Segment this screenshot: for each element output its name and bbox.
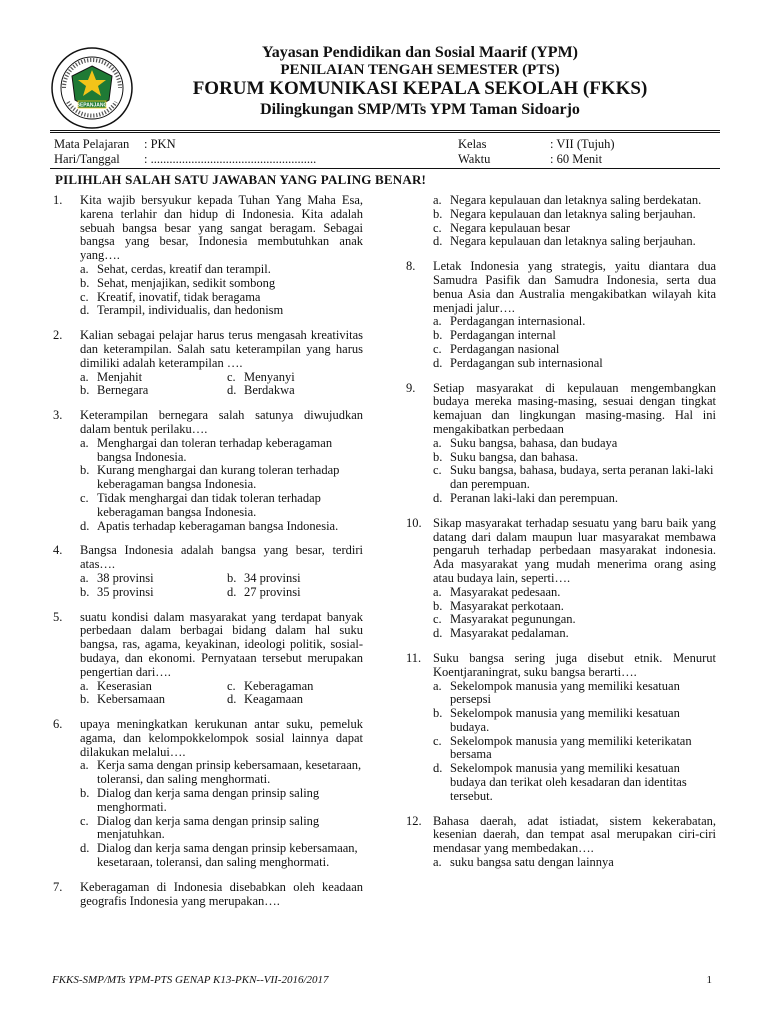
date-label: Hari/Tanggal <box>54 152 120 166</box>
answer-option <box>80 572 227 586</box>
option-letter: b. <box>433 598 443 613</box>
option-letter: d. <box>80 303 90 318</box>
foundation-name: Yayasan Pendidikan dan Sosial Maarif (YPM) <box>261 44 579 61</box>
option-letter: c. <box>433 341 442 356</box>
option-letter: d. <box>227 584 237 599</box>
option-letter: d. <box>433 355 443 370</box>
option-text: Sekelompok manusia yang memiliki keterikatan bersama <box>450 733 692 762</box>
option-letter: b. <box>80 383 90 398</box>
class-label: Kelas <box>458 137 487 151</box>
option-text: Perdagangan internasional. <box>450 314 586 329</box>
options-list <box>433 437 716 506</box>
option-text: Terampil, individualis, dan hedonism <box>97 303 284 318</box>
question-stem: upaya meningkatkan kerukunan antar suku, pemeluk agama, dan kelompokkelompok sosial lainnya dapat dilakukan melalui…. <box>80 717 363 759</box>
option-text: Kurang menghargai dan kurang toleran terhadap keberagaman bangsa Indonesia. <box>97 463 340 492</box>
answer-option <box>80 464 363 492</box>
question-number: 8. <box>406 259 416 274</box>
answer-option <box>433 707 716 735</box>
option-letter: a. <box>80 758 89 773</box>
answer-option <box>433 627 716 641</box>
option-letter: b. <box>80 786 90 801</box>
question-number: 7. <box>53 879 63 894</box>
instruction: PILIHLAH SALAH SATU JAWABAN YANG PALING BENAR! <box>55 172 427 187</box>
option-text: Menyanyi <box>244 369 295 384</box>
class-value: : VII (Tujuh) <box>550 137 615 151</box>
answer-option <box>80 371 227 385</box>
answer-option <box>80 759 363 787</box>
footer <box>52 974 720 986</box>
option-text: Kerja sama dengan prinsip kebersamaan, kesetaraan, toleransi, dan saling menghormati. <box>97 758 362 787</box>
option-letter: b. <box>227 570 237 585</box>
subject-label: Mata Pelajaran <box>54 137 130 151</box>
option-text: Dialog dan kerja sama dengan prinsip kebersamaan, kesetaraan, toleransi, dan saling menghormati. <box>97 841 358 870</box>
option-text: Kreatif, inovatif, tidak beragama <box>97 289 261 304</box>
option-letter: c. <box>227 369 236 384</box>
header-divider <box>50 130 720 131</box>
answer-option <box>80 263 363 277</box>
answer-option <box>433 856 716 870</box>
answer-option <box>433 464 716 492</box>
options-list <box>433 586 716 641</box>
option-text: Perdagangan sub internasional <box>450 355 603 370</box>
option-letter: c. <box>80 289 89 304</box>
school-logo <box>50 46 134 130</box>
option-text: Negara kepulauan dan letaknya saling berdekatan. <box>450 193 702 207</box>
option-letter: a. <box>80 261 89 276</box>
option-text: Suku bangsa, bahasa, dan budaya <box>450 435 618 450</box>
option-letter: c. <box>80 813 89 828</box>
option-text: Masyarakat perkotaan. <box>450 598 564 613</box>
options-list <box>433 194 716 249</box>
question-9 <box>406 382 716 506</box>
option-letter: d. <box>80 841 90 856</box>
footer-code: FKKS-SMP/MTs YPM-PTS GENAP K13-PKN--VII-2016/2017 <box>52 974 329 986</box>
option-letter: d. <box>227 692 237 707</box>
info-divider <box>50 168 720 169</box>
exam-title: PENILAIAN TENGAH SEMESTER (PTS) <box>280 62 560 78</box>
option-text: Suku bangsa, dan bahasa. <box>450 449 579 464</box>
answer-option <box>80 291 363 305</box>
time-value: : 60 Menit <box>550 152 603 166</box>
option-letter: d. <box>433 626 443 641</box>
question-number: 3. <box>53 408 63 423</box>
answer-option <box>433 680 716 708</box>
answer-option <box>80 384 227 398</box>
answer-option <box>433 329 716 343</box>
option-letter: d. <box>433 490 443 505</box>
answer-option <box>80 492 363 520</box>
option-text: Negara kepulauan besar <box>450 220 571 235</box>
answer-option <box>80 693 227 707</box>
option-text: Perdagangan internal <box>450 328 556 343</box>
answer-option <box>80 815 363 843</box>
option-letter: b. <box>80 692 90 707</box>
question-number: 4. <box>53 543 63 558</box>
option-text: Dialog dan kerja sama dengan prinsip saling menjatuhkan. <box>97 813 320 842</box>
option-letter: b. <box>433 206 443 221</box>
question-number: 2. <box>53 328 63 343</box>
answer-option <box>80 680 227 694</box>
answer-option <box>227 371 377 385</box>
option-letter: a. <box>433 435 442 450</box>
options-list <box>80 371 363 399</box>
answer-option <box>433 235 716 249</box>
answer-option <box>433 762 716 803</box>
answer-option <box>227 572 377 586</box>
options-list <box>433 680 716 804</box>
question-10 <box>406 517 716 641</box>
page-number: 1 <box>706 974 712 986</box>
logo-text: SEPANJANG <box>76 102 108 109</box>
question-12 <box>406 815 716 870</box>
option-letter: a. <box>80 570 89 585</box>
question-3 <box>53 409 363 533</box>
option-text: Keagamaan <box>244 692 303 707</box>
option-text: Menghargai dan toleran terhadap keberagaman bangsa Indonesia. <box>97 435 333 464</box>
date-value: : ..................................................... <box>144 152 317 166</box>
options-list <box>80 263 363 318</box>
option-letter: a. <box>433 584 442 599</box>
answer-option <box>433 492 716 506</box>
option-text: 27 provinsi <box>244 584 301 599</box>
answer-option <box>80 520 363 534</box>
question-7 <box>53 881 363 909</box>
answer-option <box>433 222 716 236</box>
left-column <box>53 194 363 919</box>
answer-option <box>433 343 716 357</box>
right-column <box>406 194 716 881</box>
region-name: Dilingkungan SMP/MTs YPM Taman Sidoarjo <box>260 101 580 118</box>
question-number: 9. <box>406 380 416 395</box>
question-stem: Keberagaman di Indonesia disebabkan oleh keadaan geografis Indonesia yang merupakan…. <box>80 879 363 908</box>
answer-option <box>227 384 377 398</box>
question-11 <box>406 652 716 804</box>
option-text: Suku bangsa, bahasa, budaya, serta peranan laki-laki dan perempuan. <box>450 463 714 492</box>
option-letter: c. <box>433 220 442 235</box>
option-text: Menjahit <box>97 369 143 384</box>
option-letter: b. <box>433 706 443 721</box>
option-letter: d. <box>227 383 237 398</box>
question-stem: Kita wajib bersyukur kepada Tuhan Yang Maha Esa, karena terlahir dan hidup di Indonesia. Kita adalah sebuah bangsa besar yang sangat beragam. Sebagai bangsa yang besar, Indonesia membutuhkan anak yang…. <box>80 193 363 263</box>
option-text: Apatis terhadap keberagaman bangsa Indonesia. <box>97 518 339 533</box>
option-text: Peranan laki-laki dan perempuan. <box>450 490 618 505</box>
option-text: Perdagangan nasional <box>450 341 560 356</box>
option-text: 35 provinsi <box>97 584 154 599</box>
option-text: 38 provinsi <box>97 570 154 585</box>
option-text: Bernegara <box>97 383 149 398</box>
option-text: suku bangsa satu dengan lainnya <box>450 855 614 870</box>
option-text: Keberagaman <box>244 678 314 693</box>
option-letter: b. <box>80 584 90 599</box>
option-letter: b. <box>80 275 90 290</box>
option-text: Sekelompok manusia yang memiliki kesatuan persepsi <box>450 678 680 707</box>
option-letter: a. <box>433 678 442 693</box>
option-text: Masyarakat pegunungan. <box>450 612 576 627</box>
question-number: 1. <box>53 193 63 207</box>
option-text: Sekelompok manusia yang memiliki kesatuan budaya. <box>450 706 680 734</box>
option-text: Keserasian <box>97 678 152 693</box>
answer-option <box>227 693 377 707</box>
options-list <box>80 680 363 708</box>
answer-option <box>80 586 227 600</box>
answer-option <box>80 304 363 318</box>
question-stem: suatu kondisi dalam masyarakat yang terdapat banyak perbedaan dalam berbagai bidang dalam hal suku bangsa, ras, agama, keyakinan, ideologi politik, sosial-budaya, dan ekonomi. Pernyataan tersebut merupakan pengertian dari…. <box>80 609 363 679</box>
option-letter: a. <box>433 855 442 870</box>
answer-option <box>433 194 716 208</box>
question-7-options <box>406 194 716 249</box>
question-stem: Kalian sebagai pelajar harus terus mengasah kreativitas dan keterampilan. Salah satu keterampilan yang harus dimiliki adalah keterampilan …. <box>80 328 363 370</box>
option-letter: c. <box>433 733 442 748</box>
answer-option <box>433 451 716 465</box>
answer-option <box>433 735 716 763</box>
options-list <box>433 856 716 870</box>
option-letter: a. <box>80 435 89 450</box>
question-stem: Sikap masyarakat terhadap sesuatu yang baru baik yang datang dari dalam maupun luar masyarakat membawa pengaruh terhadap perbedaan masyarakat indonesia. Ada masyarakat yang mudah menerima orang asing atau budaya lain, seperti…. <box>433 515 716 585</box>
options-list <box>80 437 363 534</box>
question-2 <box>53 329 363 398</box>
question-1 <box>53 194 363 318</box>
option-letter: c. <box>227 678 236 693</box>
option-letter: d. <box>433 234 443 249</box>
question-stem: Bangsa Indonesia adalah bangsa yang besar, terdiri atas…. <box>80 543 363 572</box>
question-number: 12. <box>406 813 422 828</box>
question-4 <box>53 544 363 599</box>
option-text: Masyarakat pedalaman. <box>450 626 569 641</box>
answer-option <box>80 787 363 815</box>
option-letter: c. <box>80 490 89 505</box>
option-text: Negara kepulauan dan letaknya saling berjauhan. <box>450 234 696 249</box>
option-letter: a. <box>80 369 89 384</box>
question-stem: Suku bangsa sering juga disebut etnik. Menurut Koentjaraningrat, suku bangsa berarti…. <box>433 650 716 679</box>
answer-option <box>80 842 363 870</box>
header-text <box>150 44 690 119</box>
options-list <box>433 315 716 370</box>
option-letter: c. <box>433 612 442 627</box>
option-letter: d. <box>80 518 90 533</box>
option-text: Sekelompok manusia yang memiliki kesatuan budaya dan terikat oleh kesadaran dan identitas tersebut. <box>450 761 687 803</box>
option-letter: b. <box>433 328 443 343</box>
forum-name: FORUM KOMUNIKASI KEPALA SEKOLAH (FKKS) <box>192 78 648 99</box>
question-stem: Keterampilan bernegara salah satunya diwujudkan dalam bentuk perilaku…. <box>80 408 363 436</box>
option-text: Sehat, menjajikan, sedikit sombong <box>97 275 276 290</box>
answer-option <box>433 613 716 627</box>
question-8 <box>406 260 716 370</box>
exam-info-left <box>54 137 316 167</box>
answer-option <box>433 600 716 614</box>
question-stem: Letak Indonesia yang strategis, yaitu diantara dua Samudra Pasifik dan Samudra Indonesia, serta dua benua Asia dan Australia mengakibatkan wilayah kita menjadi jalur…. <box>433 259 716 315</box>
subject-value: : PKN <box>144 137 176 151</box>
answer-option <box>433 357 716 371</box>
answer-option <box>433 586 716 600</box>
option-text: Tidak menghargai dan tidak toleran terhadap keberagaman bangsa Indonesia. <box>97 490 321 519</box>
answer-option <box>433 315 716 329</box>
question-number: 6. <box>53 717 63 732</box>
exam-header <box>0 0 768 128</box>
time-label: Waktu <box>458 152 491 166</box>
header-divider-2 <box>50 132 720 133</box>
option-text: 34 provinsi <box>244 570 301 585</box>
option-letter: b. <box>433 449 443 464</box>
option-letter: d. <box>433 761 443 776</box>
question-stem: Bahasa daerah, adat istiadat, sistem kekerabatan, kesenian daerah, dan tempat asal merupakan ciri-ciri mendasar yang membedakan…. <box>433 813 716 856</box>
answer-option <box>227 586 377 600</box>
answer-option <box>433 437 716 451</box>
option-text: Sehat, cerdas, kreatif dan terampil. <box>97 261 271 276</box>
options-list <box>80 572 363 600</box>
option-letter: c. <box>433 463 442 478</box>
option-text: Negara kepulauan dan letaknya saling berjauhan. <box>450 206 696 221</box>
answer-option <box>227 680 377 694</box>
right-questions <box>406 260 716 870</box>
question-stem: Setiap masyarakat di kepulauan mengembangkan budaya mereka masing-masing, sesuai dengan tingkat kemajuan dan lingkungan masing-masing. Hal ini mengakibatkan perbedaan <box>433 380 716 436</box>
options-list <box>80 759 363 869</box>
question-number: 5. <box>53 609 63 624</box>
option-letter: a. <box>433 314 442 329</box>
option-letter: a. <box>433 193 442 207</box>
exam-info-right <box>458 137 615 167</box>
option-text: Masyarakat pedesaan. <box>450 584 561 599</box>
answer-option <box>80 437 363 465</box>
option-letter: a. <box>80 678 89 693</box>
answer-option <box>433 208 716 222</box>
option-text: Berdakwa <box>244 383 295 398</box>
question-number: 11. <box>406 650 422 665</box>
option-letter: b. <box>80 463 90 478</box>
answer-option <box>80 277 363 291</box>
option-text: Kebersamaan <box>97 692 166 707</box>
question-number: 10. <box>406 515 422 530</box>
option-text: Dialog dan kerja sama dengan prinsip saling menghormati. <box>97 786 320 814</box>
question-5 <box>53 611 363 708</box>
question-6 <box>53 718 363 870</box>
